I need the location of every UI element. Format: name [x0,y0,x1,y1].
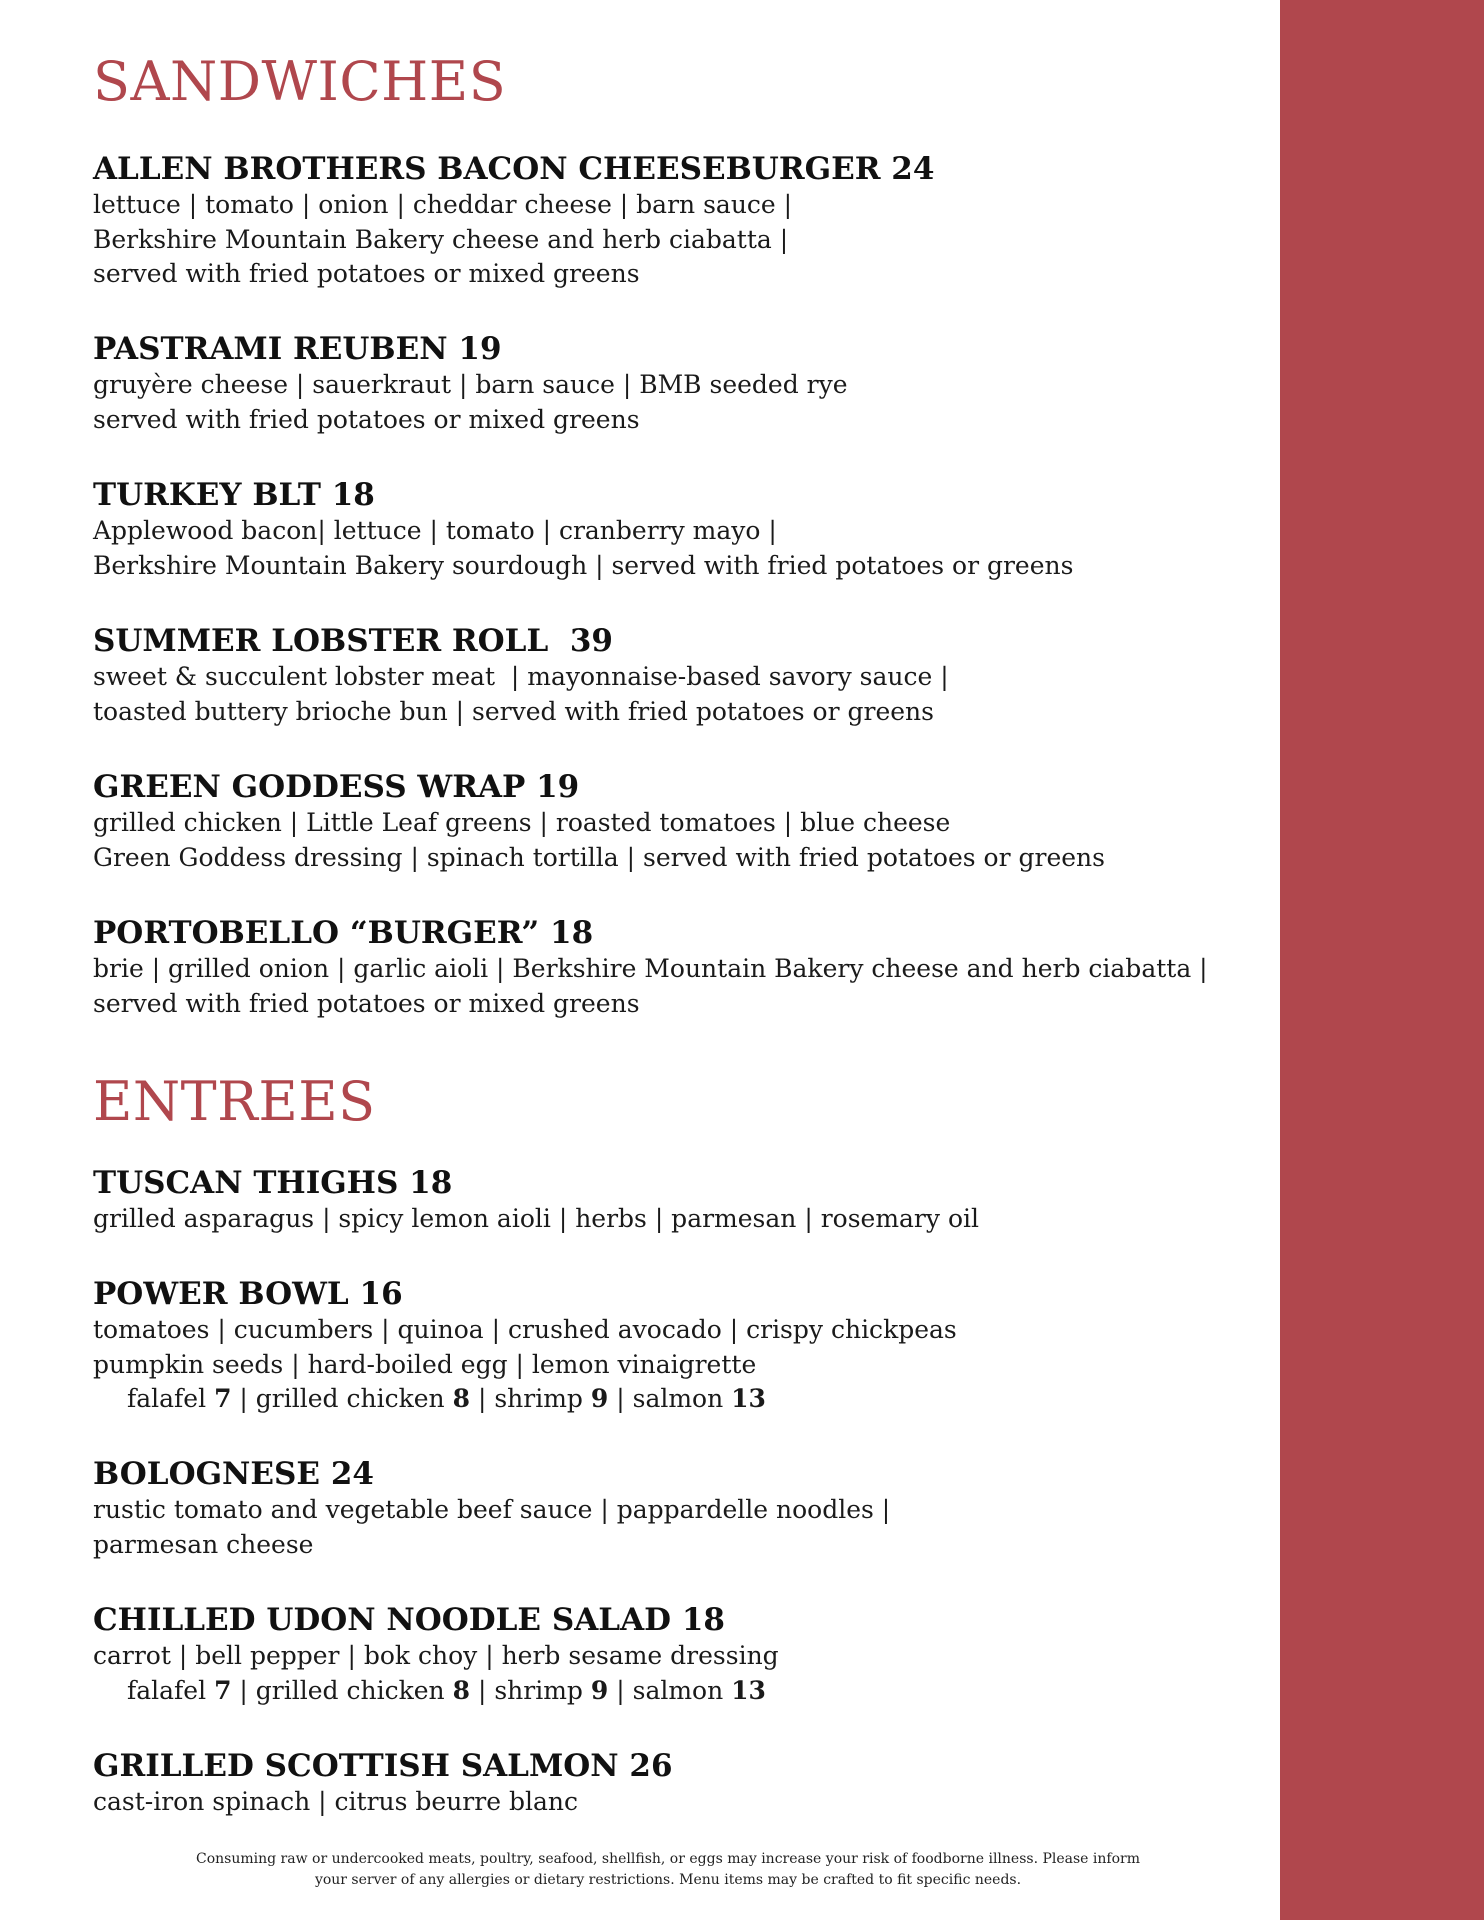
item-description: pumpkin seeds | hard-boiled egg | lemon vinaigrette [93,1349,757,1379]
item-title: GRILLED SCOTTISH SALMON 26 [93,1748,673,1784]
addon-label: salmon [632,1675,724,1705]
item-description: carrot | bell pepper | bok choy | herb sesame dressing [93,1641,779,1670]
item-title: BOLOGNESE 24 [93,1456,374,1492]
addon-price: 7 [214,1384,232,1413]
item-description: rustic tomato and vegetable beef sauce | pappardelle noodles | [93,1495,891,1524]
menu-item [93,1275,1243,1417]
item-description: cast-iron spinach | citrus beurre blanc [93,1787,578,1816]
item-description: served with fried potatoes or mixed greens [93,988,640,1018]
decorative-side-bar [1280,0,1484,1920]
addon-label: grilled chicken [255,1384,445,1413]
item-title: SUMMER LOBSTER ROLL 39 [93,623,613,659]
menu-item [93,1601,1243,1708]
menu-item [93,150,1243,292]
item-description: Applewood bacon| lettuce | tomato | cranberry mayo | [93,516,777,545]
menu-item [93,330,1243,437]
addon-label: shrimp [494,1675,583,1705]
menu-item [93,1164,1243,1237]
item-description: grilled asparagus | spicy lemon aioli | herbs | parmesan | rosemary oil [93,1204,979,1233]
item-title: CHILLED UDON NOODLE SALAD 18 [93,1602,725,1638]
addon-label: grilled chicken [255,1675,445,1705]
protein-addons: falafel 7 | grilled chicken 8 | shrimp 9 | salmon 13 [127,1384,766,1413]
addon-price: 9 [590,1675,609,1705]
item-title: GREEN GODDESS WRAP 19 [93,769,580,805]
addon-label: shrimp [494,1384,583,1413]
addon-label: falafel [127,1675,207,1705]
item-description: toasted buttery brioche bun | served with fried potatoes or greens [93,696,934,726]
item-description: Berkshire Mountain Bakery cheese and herb ciabatta | [93,224,789,254]
menu-item [93,914,1243,1021]
item-description: brie | grilled onion | garlic aioli | Berkshire Mountain Bakery cheese and herb ciabatta | [93,954,1208,983]
addon-price: 13 [731,1384,766,1413]
protein-addons: falafel 7 | grilled chicken 8 | shrimp 9 | salmon 13 [127,1675,766,1705]
addon-price: 8 [452,1384,470,1413]
menu-item [93,1747,1243,1820]
menu-item [93,1455,1243,1562]
item-description: grilled chicken | Little Leaf greens | roasted tomatoes | blue cheese [93,808,951,837]
item-description: Green Goddess dressing | spinach tortilla | served with fried potatoes or greens [93,842,1105,872]
menu-item [93,476,1243,583]
menu-item [93,622,1243,729]
item-description: served with fried potatoes or mixed greens [93,404,640,434]
item-description: sweet & succulent lobster meat | mayonnaise-based savory sauce | [93,662,949,691]
item-title: POWER BOWL 16 [93,1276,403,1312]
menu-item [93,768,1243,875]
addon-price: 7 [214,1675,232,1705]
sandwiches-heading: SANDWICHES [93,50,507,113]
item-description: gruyère cheese | sauerkraut | barn sauce | BMB seeded rye [93,370,848,399]
item-title: PASTRAMI REUBEN 19 [93,331,502,367]
item-title: TUSCAN THIGHS 18 [93,1165,453,1201]
addon-label: falafel [127,1384,207,1413]
item-title: PORTOBELLO “BURGER” 18 [93,915,594,951]
item-description: parmesan cheese [93,1529,314,1559]
addon-price: 9 [590,1384,609,1413]
item-title: ALLEN BROTHERS BACON CHEESEBURGER 24 [93,151,935,187]
item-description: Berkshire Mountain Bakery sourdough | served with fried potatoes or greens [93,550,1074,580]
disclaimer-note [93,1849,1243,1891]
entrees-heading: ENTREES [93,1070,376,1133]
item-description: tomatoes | cucumbers | quinoa | crushed avocado | crispy chickpeas [93,1315,957,1344]
item-description: served with fried potatoes or mixed greens [93,259,640,288]
item-title: TURKEY BLT 18 [93,477,375,513]
disclaimer-line: Consuming raw or undercooked meats, poultry, seafood, shellfish, or eggs may increase your risk of foodborne illness. Please inform [196,1851,1140,1867]
addon-label: salmon [632,1384,724,1413]
addon-price: 8 [452,1675,470,1705]
disclaimer-line: your server of any allergies or dietary restrictions. Menu items may be crafted to fit specific needs. [314,1872,1022,1888]
addon-price: 13 [731,1675,766,1705]
item-description: lettuce | tomato | onion | cheddar cheese | barn sauce | [93,190,793,219]
